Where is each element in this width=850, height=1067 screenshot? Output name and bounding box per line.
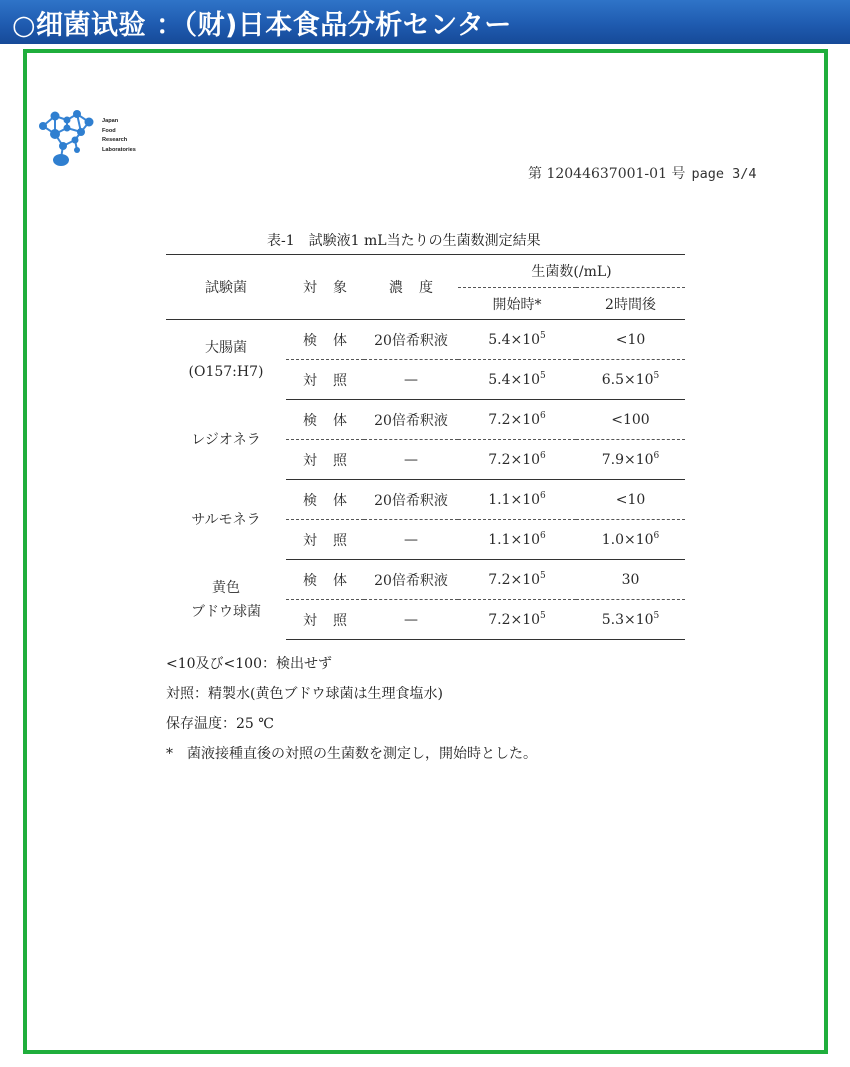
count-mantissa: 5.4×10 — [488, 371, 541, 388]
header-start: 開始時* — [458, 288, 576, 320]
count-exponent: 5 — [540, 570, 546, 581]
count-mantissa: 7.9×10 — [601, 451, 654, 468]
cell-start-count — [458, 400, 576, 440]
cell-after-count — [576, 440, 685, 480]
cell-after-count — [576, 520, 685, 560]
notes — [166, 649, 537, 769]
header-count-group: 生菌数(/mL) — [458, 255, 685, 288]
count-mantissa: 1.1×10 — [488, 531, 541, 548]
cell-object: 検体 — [286, 560, 364, 600]
count-mantissa: 5.3×10 — [601, 611, 654, 628]
cell-bacteria — [166, 480, 286, 560]
cell-concentration: 20倍希釈液 — [364, 400, 458, 440]
count-mantissa: 6.5×10 — [601, 371, 654, 388]
count-mantissa: 7.2×10 — [488, 571, 541, 588]
jfrl-logo-icon — [33, 106, 103, 172]
results-table — [166, 254, 685, 640]
count-mantissa: 5.4×10 — [488, 331, 541, 348]
count-exponent: 5 — [653, 370, 660, 381]
count-mantissa: 7.2×10 — [488, 451, 541, 468]
cell-start-count — [458, 480, 576, 520]
cell-concentration: — — [364, 440, 458, 480]
cell-bacteria — [166, 560, 286, 640]
bacteria-strain: (O157:H7) — [188, 363, 264, 380]
table-caption: 表-1 試験液1 mL当たりの生菌数測定結果 — [267, 233, 541, 249]
count-mantissa: <100 — [611, 411, 650, 428]
count-exponent: 6 — [540, 530, 546, 541]
cell-concentration: 20倍希釈液 — [364, 320, 458, 360]
count-mantissa: 7.2×10 — [488, 411, 541, 428]
count-mantissa: 1.0×10 — [601, 531, 654, 548]
count-exponent: 5 — [540, 330, 546, 341]
cell-after-count — [576, 560, 685, 600]
count-exponent: 6 — [540, 490, 546, 501]
cell-start-count — [458, 600, 576, 640]
document-number — [528, 163, 756, 183]
count-mantissa: 1.1×10 — [488, 491, 541, 508]
bacteria-name: サルモネラ — [191, 511, 261, 528]
cell-after-count — [576, 360, 685, 400]
bacteria-strain: ブドウ球菌 — [191, 603, 261, 620]
count-exponent: 5 — [540, 370, 546, 381]
count-exponent: 6 — [540, 410, 546, 421]
logo-line: Research — [102, 137, 128, 144]
report-number: 第 12044637001-01 号 — [528, 166, 686, 182]
cell-start-count — [458, 360, 576, 400]
count-exponent: 6 — [540, 450, 546, 461]
note-line: <10及び<100：検出せず — [166, 656, 332, 672]
cell-concentration: 20倍希釈液 — [364, 480, 458, 520]
title-banner: ○细菌试验 ：（财)日本食品分析センター — [0, 0, 850, 44]
cell-object: 検体 — [286, 400, 364, 440]
logo-line: Food — [102, 127, 116, 134]
cell-concentration: — — [364, 360, 458, 400]
bacteria-name: 黄色 — [212, 579, 240, 596]
cell-start-count — [458, 520, 576, 560]
count-mantissa: <10 — [615, 491, 646, 508]
cell-object: 検体 — [286, 320, 364, 360]
header-concentration: 濃度 — [364, 255, 458, 320]
count-exponent: 5 — [653, 610, 660, 621]
count-exponent: 6 — [653, 530, 660, 541]
cell-concentration: — — [364, 520, 458, 560]
cell-start-count — [458, 560, 576, 600]
cell-after-count — [576, 480, 685, 520]
cell-bacteria — [166, 320, 286, 400]
note-line: 対照：精製水(黄色ブドウ球菌は生理食塩水) — [166, 686, 443, 702]
logo-line: Japan — [102, 118, 119, 124]
cell-bacteria — [166, 400, 286, 480]
cell-object: 対照 — [286, 360, 364, 400]
cell-object: 対照 — [286, 520, 364, 560]
bacteria-name: 大腸菌 — [205, 339, 247, 356]
note-line: 保存温度：25 ℃ — [166, 716, 274, 732]
cell-start-count — [458, 440, 576, 480]
cell-start-count — [458, 320, 576, 360]
count-exponent: 5 — [540, 610, 546, 621]
count-exponent: 6 — [653, 450, 660, 461]
cell-object: 検体 — [286, 480, 364, 520]
header-after: 2時間後 — [576, 288, 685, 320]
table-row — [166, 320, 685, 360]
cell-object: 対照 — [286, 440, 364, 480]
cell-after-count — [576, 400, 685, 440]
count-mantissa: 7.2×10 — [488, 611, 541, 628]
page-indicator: page 3/4 — [691, 166, 757, 182]
cell-object: 対照 — [286, 600, 364, 640]
table-row — [166, 400, 685, 440]
cell-after-count — [576, 320, 685, 360]
cell-concentration: — — [364, 600, 458, 640]
results-body — [166, 320, 685, 640]
note-line: * 菌液接種直後の対照の生菌数を測定し，開始時とした。 — [166, 746, 537, 762]
header-object: 対象 — [286, 255, 364, 320]
header-bacteria: 試験菌 — [166, 255, 286, 320]
cell-concentration: 20倍希釈液 — [364, 560, 458, 600]
count-mantissa: <10 — [615, 331, 646, 348]
bacteria-name: レジオネラ — [191, 431, 261, 448]
logo-line: Laboratories — [102, 146, 136, 153]
table-row — [166, 560, 685, 600]
logo-text — [102, 117, 136, 155]
table-row — [166, 480, 685, 520]
cell-after-count — [576, 600, 685, 640]
count-mantissa: 30 — [621, 571, 640, 588]
